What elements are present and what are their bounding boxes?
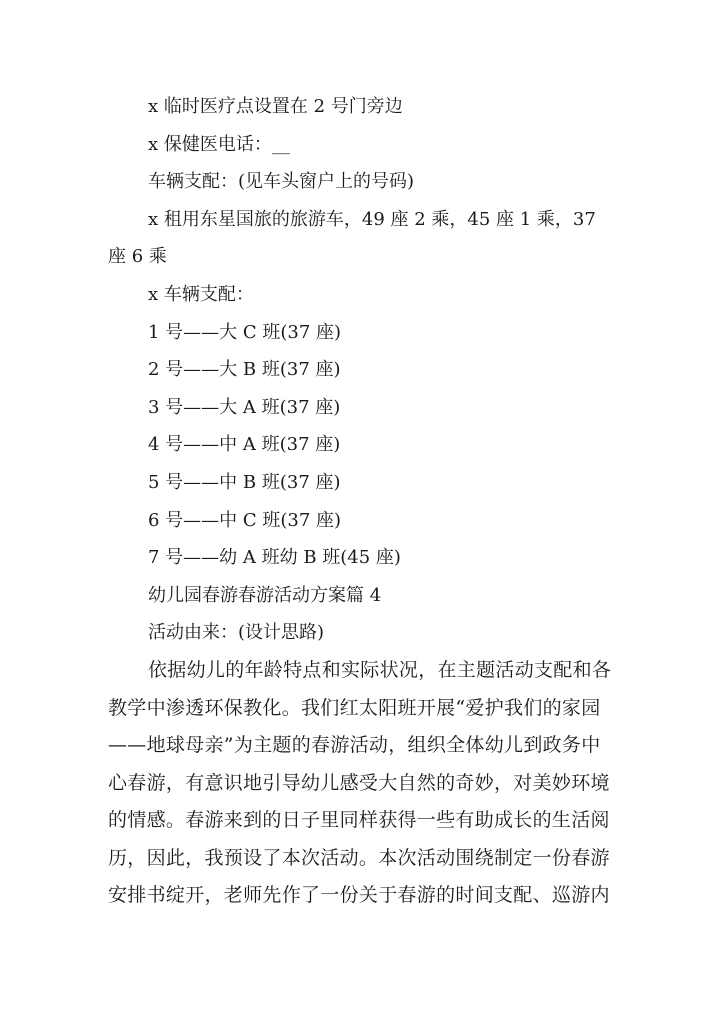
text-line: 座 6 乘 xyxy=(108,246,167,268)
list-item: 5 号——中 B 班(37 座) xyxy=(148,471,341,493)
text-line: x 租用东星国旅的旅游车，49 座 2 乘，45 座 1 乘，37 xyxy=(148,208,596,230)
paragraph-line: 依据幼儿的年龄特点和实际状况，在主题活动支配和各 xyxy=(148,658,612,681)
paragraph-line: 的情感。春游来到的日子里同样获得一些有助成长的生活阅 xyxy=(108,809,610,832)
text-line: x 保健医电话：__ xyxy=(148,133,290,155)
paragraph-line: 教学中渗透环保教化。我们红太阳班开展“爱护我们的家园 xyxy=(108,696,601,719)
list-item: 3 号——大 A 班(37 座) xyxy=(148,396,341,418)
paragraph-line: 心春游，有意识地引导幼儿感受大自然的奇妙，对美妙环境 xyxy=(108,771,610,794)
paragraph xyxy=(108,652,614,915)
list-item: 2 号——大 B 班(37 座) xyxy=(148,359,341,381)
paragraph-line: 历，因此，我预设了本次活动。本次活动围绕制定一份春游 xyxy=(108,846,610,869)
paragraph-line: 安排书绽开，老师先作了一份关于春游的时间支配、巡游内 xyxy=(108,884,610,907)
paragraph-line: ——地球母亲”为主题的春游活动，组织全体幼儿到政务中 xyxy=(108,734,601,757)
subheading: 活动由来：(设计思路) xyxy=(148,622,325,644)
list-item: 1 号——大 C 班(37 座) xyxy=(148,321,342,343)
text-line: x 车辆支配： xyxy=(148,283,254,305)
list-item: 7 号——幼 A 班幼 B 班(45 座) xyxy=(148,547,401,569)
list-item: 6 号——中 C 班(37 座) xyxy=(148,509,342,531)
text-line: x 临时医疗点设置在 2 号门旁边 xyxy=(148,96,403,117)
text-line: 车辆支配：(见车头窗户上的号码) xyxy=(148,171,415,193)
document-body xyxy=(108,88,614,915)
list-item: 4 号——中 A 班(37 座) xyxy=(148,434,341,456)
section-heading: 幼儿园春游春游活动方案篇 4 xyxy=(148,584,382,606)
